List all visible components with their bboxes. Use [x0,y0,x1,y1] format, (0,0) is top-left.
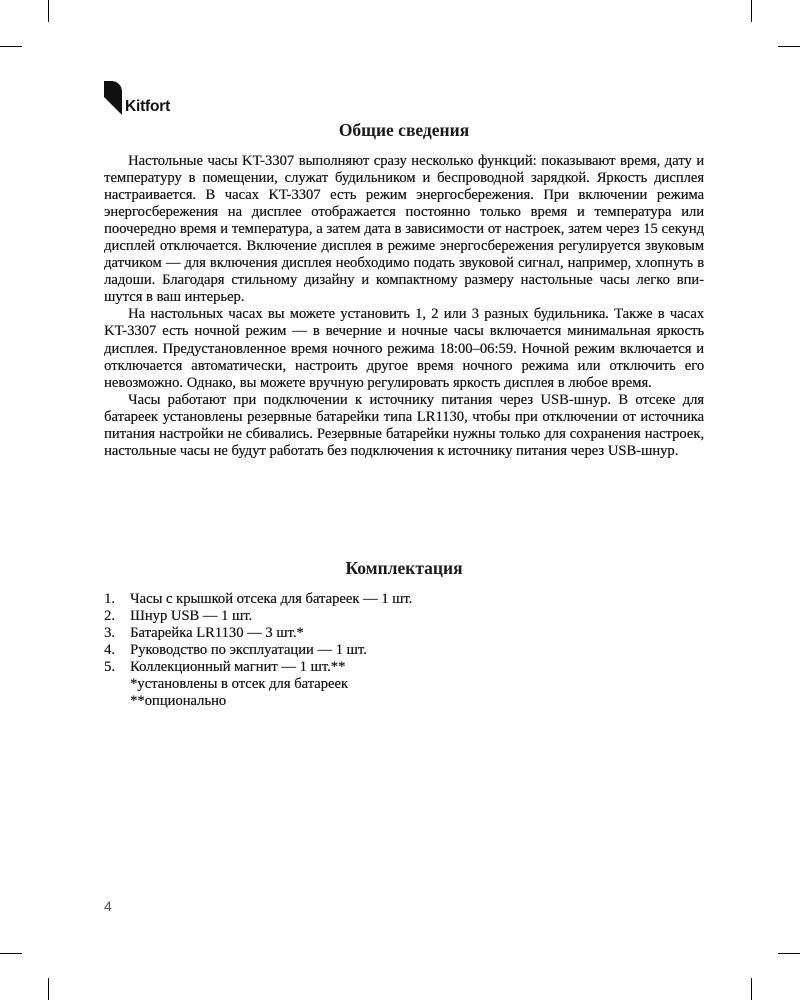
crop-mark-top-right-vertical [751,0,752,22]
crop-mark-top-left-horizontal [0,46,22,47]
page-number: 4 [104,898,112,914]
list-item-text: Батарейка LR1130 — 3 шт.* [130,625,304,641]
kit-notes [130,676,348,710]
crop-mark-bottom-left-vertical [48,978,49,1000]
crop-mark-top-left-vertical [48,0,49,22]
crop-mark-top-right-horizontal [778,46,800,47]
list-item [104,591,704,608]
list-item-number: 2. [104,608,115,624]
list-item-number: 1. [104,591,115,607]
list-item-text: Шнур USB — 1 шт. [130,608,253,624]
list-item [104,608,704,625]
crop-mark-bottom-right-horizontal [778,953,800,954]
list-item-text: Руководство по эксплуатации — 1 шт. [130,642,367,658]
kit-note-optional: **опционально [130,693,227,709]
kit-list [104,591,704,676]
kit-note-installed: *установлены в отсек для батареек [130,676,348,692]
general-paragraph-2: На настольных часах вы можете установить 1, 2 или 3 разных будильника. Также в часах KT-3307 есть ночной режим — в вечерние и ночные часы включается минимальная яркость дисплея. Предустановленное время ночного режима 18:00–06:59. Ночной режим включается и отключается автоматически, настроить другое время ночного режима или отключить его невозможно. Однако, вы можете вручную регулировать яркость дисплея в любое время. [104,306,704,391]
general-paragraph-1: Настольные часы KT-3307 выполняют сразу несколько функций: показывают время, дату и температуру в помещении, служат будильником и беспроводной зарядкой. Яркость дисплея настраивается. В часах KT-3307 есть режим энергосбережения. При включении режима энергосбережения на дисплее отображается постоянно только время и температура или поочередно время и температура, а затем дата в зависимости от настроек, затем через 15 секунд дисплей отключается. Включение дисплея в режиме энергосбережения регулируется звуковым датчиком — для включения дисплея необходимо подать звуковой сигнал, например, хлопнуть в ладоши. Благодаря стильному дизайну и компактному размеру настольные часы легко впишутся в ваш интерьер. [104,153,704,306]
crop-mark-bottom-left-horizontal [0,953,22,954]
crop-mark-bottom-right-vertical [751,978,752,1000]
general-section-body [104,153,704,460]
list-item [104,659,704,676]
list-item-number: 4. [104,642,115,658]
list-item-text: Коллекционный магнит — 1 шт.** [130,659,346,675]
general-section-title: Общие сведения [338,120,470,140]
kit-section-title: Комплектация [345,558,463,578]
general-paragraph-3: Часы работают при подключении к источнику питания через USB-шнур. В отсеке для батареек установлены резервные батарейки типа LR1130, чтобы при отключении от источника питания настройки не сбивались. Резервные батарейки нужны только для сохранения настроек, настольные часы не будут работать без подключения к источнику питания через USB-шнур. [104,391,704,459]
brand-logo [104,79,170,115]
list-item-number: 5. [104,659,115,675]
list-item-text: Часы с крышкой отсека для батареек — 1 шт. [130,591,413,607]
list-item-number: 3. [104,625,115,641]
logo-text: Kitfort [125,97,171,115]
list-item [104,642,704,659]
list-item [104,625,704,642]
kitfort-logo-icon [104,81,122,115]
